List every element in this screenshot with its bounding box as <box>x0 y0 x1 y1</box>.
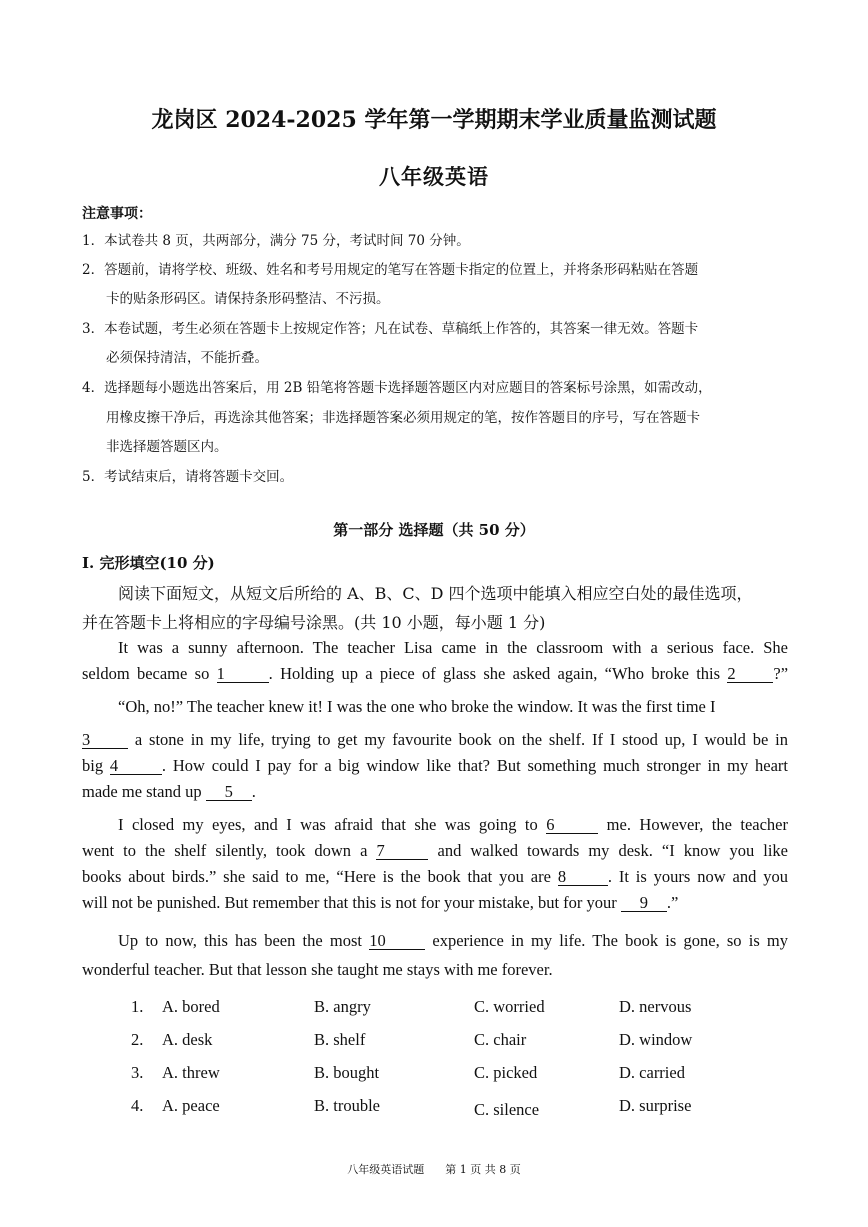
option-a: A. threw <box>162 1063 220 1082</box>
passage-text: I closed my eyes, and I was afraid that she was going to <box>118 815 538 834</box>
option-b: B. shelf <box>314 1030 366 1049</box>
passage-text: and walked towards my desk. “I know you like <box>437 841 788 860</box>
passage-text: made me stand up <box>82 782 202 801</box>
exam-subtitle: 八年级英语 <box>379 164 489 189</box>
question-number: 4. <box>131 1096 144 1115</box>
option-c: C. silence <box>474 1100 540 1119</box>
notice-item: 3．本卷试题，考生必须在答题卡上按规定作答；凡在试卷、草稿纸上作答的，其答案一律无效。答题卡 <box>82 321 699 337</box>
passage-text: seldom became so <box>82 664 210 683</box>
notice-item-continued: 必须保持清洁，不能折叠。 <box>106 350 268 366</box>
option-b: B. trouble <box>314 1096 380 1115</box>
passage-text: will not be punished. But remember that this is not for your mistake, but for your <box>82 893 617 912</box>
blank-7: 7 <box>376 843 428 860</box>
notice-item: 5．考试结束后，请将答题卡交回。 <box>82 469 294 485</box>
instructions-line: 阅读下面短文，从短文后所给的 A、B、C、D 四个选项中能填入相应空白处的最佳选项， <box>118 584 753 603</box>
passage-text: experience in my life. The book is gone, so is my <box>432 931 789 950</box>
option-d: D. carried <box>619 1063 685 1082</box>
passage-text: a stone in my life, trying to get my favourite book on the shelf. If I stood up, I would be in <box>134 730 788 749</box>
exam-title: 龙岗区 2024-2025 学年第一学期期末学业质量监测试题 <box>151 107 717 133</box>
passage-line <box>82 756 788 776</box>
passage-line <box>118 815 788 835</box>
section-heading: 第一部分 选择题（共 50 分） <box>333 521 535 539</box>
option-d: D. nervous <box>619 997 692 1016</box>
passage-line <box>82 664 788 684</box>
option-c: C. worried <box>474 997 545 1016</box>
question-number: 2. <box>131 1030 144 1049</box>
option-a: A. peace <box>162 1096 220 1115</box>
option-b: B. angry <box>314 997 371 1016</box>
notice-item-continued: 非选择题答题区内。 <box>106 439 228 455</box>
option-d: D. window <box>619 1030 693 1049</box>
passage-text: . How could I pay for a big window like that? But something much stronger in my heart <box>161 756 788 775</box>
notice-item: 2．答题前，请将学校、班级、姓名和考号用规定的笔写在答题卡指定的位置上，并将条形码粘贴在答题 <box>82 262 699 278</box>
blank-1: 1 <box>217 666 269 683</box>
passage-text: . <box>251 782 256 801</box>
passage-text: Up to now, this has been the most <box>118 931 362 950</box>
passage-text: ?” <box>773 664 789 683</box>
passage-text: big <box>82 756 104 775</box>
instructions-line: 并在答题卡上将相应的字母编号涂黑。(共 10 小题，每小题 1 分) <box>82 613 546 632</box>
blank-9: 9 <box>621 895 667 912</box>
passage-text: .” <box>666 893 679 912</box>
notice-heading: 注意事项： <box>82 206 152 222</box>
option-d: D. surprise <box>619 1096 692 1115</box>
passage-line: It was a sunny afternoon. The teacher Lisa came in the classroom with a serious face. She <box>118 638 788 657</box>
passage-line <box>118 931 788 951</box>
passage-text: went to the shelf silently, took down a <box>82 841 368 860</box>
part-heading: I. 完形填空(10 分) <box>82 554 215 572</box>
option-a: A. desk <box>162 1030 213 1049</box>
blank-8: 8 <box>558 869 608 886</box>
passage-text: me. However, the teacher <box>606 815 789 834</box>
passage-line: “Oh, no!” The teacher knew it! I was the one who broke the window. It was the first time I <box>118 697 716 716</box>
passage-line <box>82 730 788 750</box>
passage-line <box>82 867 788 887</box>
notice-item: 1．本试卷共 8 页，共两部分，满分 75 分，考试时间 70 分钟。 <box>82 233 470 249</box>
option-c: C. picked <box>474 1063 538 1082</box>
blank-6: 6 <box>546 817 598 834</box>
question-number: 1. <box>131 997 144 1016</box>
page-footer: 八年级英语试题 第 1 页 共 8 页 <box>347 1163 521 1176</box>
passage-text: . It is yours now and you <box>607 867 788 886</box>
notice-item: 4．选择题每小题选出答案后，用 2B 铅笔将答题卡选择题答题区内对应题目的答案标号涂黑，如需改动， <box>82 380 712 396</box>
notice-item-continued: 卡的贴条形码区。请保持条形码整洁、不污损。 <box>106 291 390 307</box>
option-b: B. bought <box>314 1063 380 1082</box>
passage-line: wonderful teacher. But that lesson she taught me stays with me forever. <box>82 960 553 979</box>
passage-text: books about birds.” she said to me, “Here is the book that you are <box>82 867 551 886</box>
option-c: C. chair <box>474 1030 527 1049</box>
question-number: 3. <box>131 1063 144 1082</box>
blank-2: 2 <box>727 666 773 683</box>
blank-3: 3 <box>82 732 128 749</box>
blank-10: 10 <box>369 933 425 950</box>
passage-line <box>82 782 256 802</box>
blank-4: 4 <box>110 758 162 775</box>
notice-item-continued: 用橡皮擦干净后，再选涂其他答案；非选择题答案必须用规定的笔，按作答题目的序号，写在答题卡 <box>106 410 700 426</box>
option-a: A. bored <box>162 997 220 1016</box>
blank-5: 5 <box>206 784 252 801</box>
passage-line <box>82 841 788 861</box>
passage-text: . Holding up a piece of glass she asked again, “Who broke this <box>268 664 721 683</box>
passage-line <box>82 893 678 913</box>
